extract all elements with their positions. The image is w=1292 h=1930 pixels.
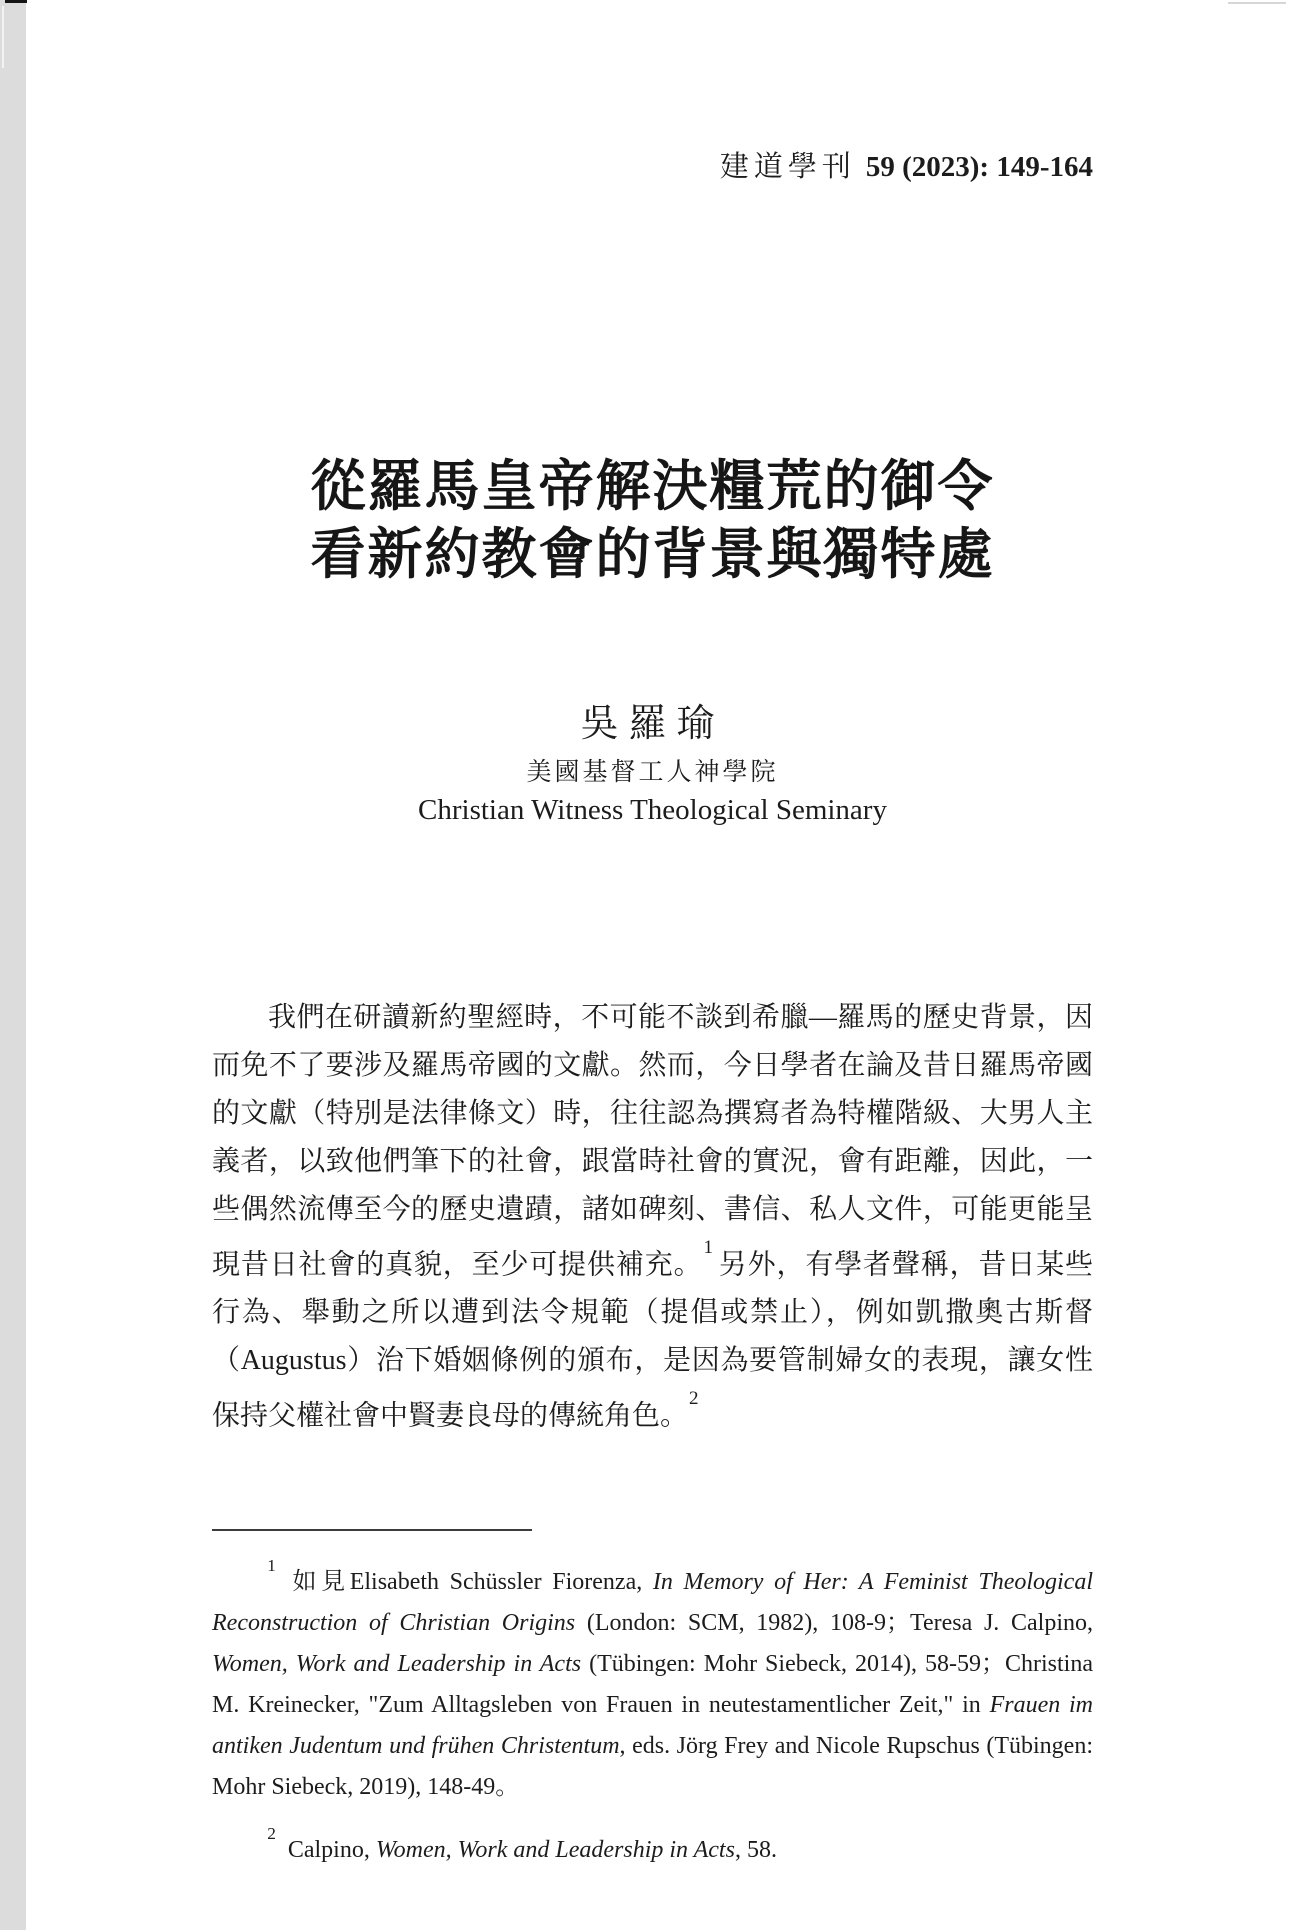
author-affiliation-zh: 美國基督工人神學院 bbox=[526, 759, 779, 786]
footnote-1-marker: 1 bbox=[267, 1556, 276, 1576]
scan-edge-inner-line bbox=[2, 6, 4, 68]
body-paragraph: 我們在研讀新約聖經時，不可能不談到希臘—羅馬的歷史背景，因而免不了要涉及羅馬帝國的文獻。然而，今日學者在論及昔日羅馬帝國的文獻（特別是法律條文）時，往往認為撰寫者為特權階級、大男人主義者，以致他們筆下的社會，跟當時社會的實況，會有距離，因此，一些偶然流傳至今的歷史遺蹟，諸如碑刻、書信、私人文件，可能更能呈現昔日社會的真貌，至少可提供補充。$^1$另外，有學者聲稱，昔日某些行為、舉動之所以遭到法令規範（提倡或禁止），例如凱撒奧古斯督（Augustus）治下婚姻條例的頒布，是因為要管制婦女的表現，讓女性保持父權社會中賢妻良母的傳統角色。$^2$ bbox=[212, 1002, 1093, 1432]
author-affiliation-en: Christian Witness Theological Seminary bbox=[418, 794, 887, 826]
title-line-1: 從羅馬皇帝解決糧荒的御令 bbox=[310, 455, 995, 517]
footnote-1 bbox=[212, 1554, 1093, 1808]
footnote-2-marker: 2 bbox=[267, 1824, 276, 1844]
footnote-1-text: 如見Elisabeth Schüssler Fiorenza, In Memory of Her: A Feminist Theological Reconstruction of Christian Origins (London: SCM, 1982), 108-9；Teresa J. Calpino, Women, Work and Leadership in Acts (Tübingen: Mohr Siebeck, 2014), 58-59；Christina M. Kreinecker, "Zum Alltagsleben von Frauen in neutestamentlicher Zeit," in Frauen im antiken Judentum und frühen Christentum, eds. Jörg Frey and Nicole Rupschus (Tübingen: Mohr Siebeck, 2019), 148-49。 bbox=[212, 1569, 1094, 1800]
footnote-2-text: Calpino, Women, Work and Leadership in Acts, 58. bbox=[287, 1837, 777, 1863]
footnotes-section bbox=[212, 1554, 1093, 1885]
scan-edge-strip bbox=[0, 0, 26, 1930]
author-name: 吳羅瑜 bbox=[580, 703, 725, 745]
author-block bbox=[212, 698, 1093, 830]
footnote-2 bbox=[212, 1822, 1093, 1871]
title-line-2: 看新約教會的背景與獨特處 bbox=[310, 523, 995, 585]
scan-corner-artifact bbox=[1228, 2, 1286, 4]
scan-edge-tick bbox=[5, 0, 27, 3]
journal-issue-pages: 59 (2023): 149-164 bbox=[865, 151, 1093, 183]
article-title bbox=[212, 452, 1093, 588]
footnote-separator-rule bbox=[212, 1529, 532, 1531]
running-head bbox=[212, 148, 1093, 186]
journal-name: 建道學刊 bbox=[719, 151, 856, 183]
